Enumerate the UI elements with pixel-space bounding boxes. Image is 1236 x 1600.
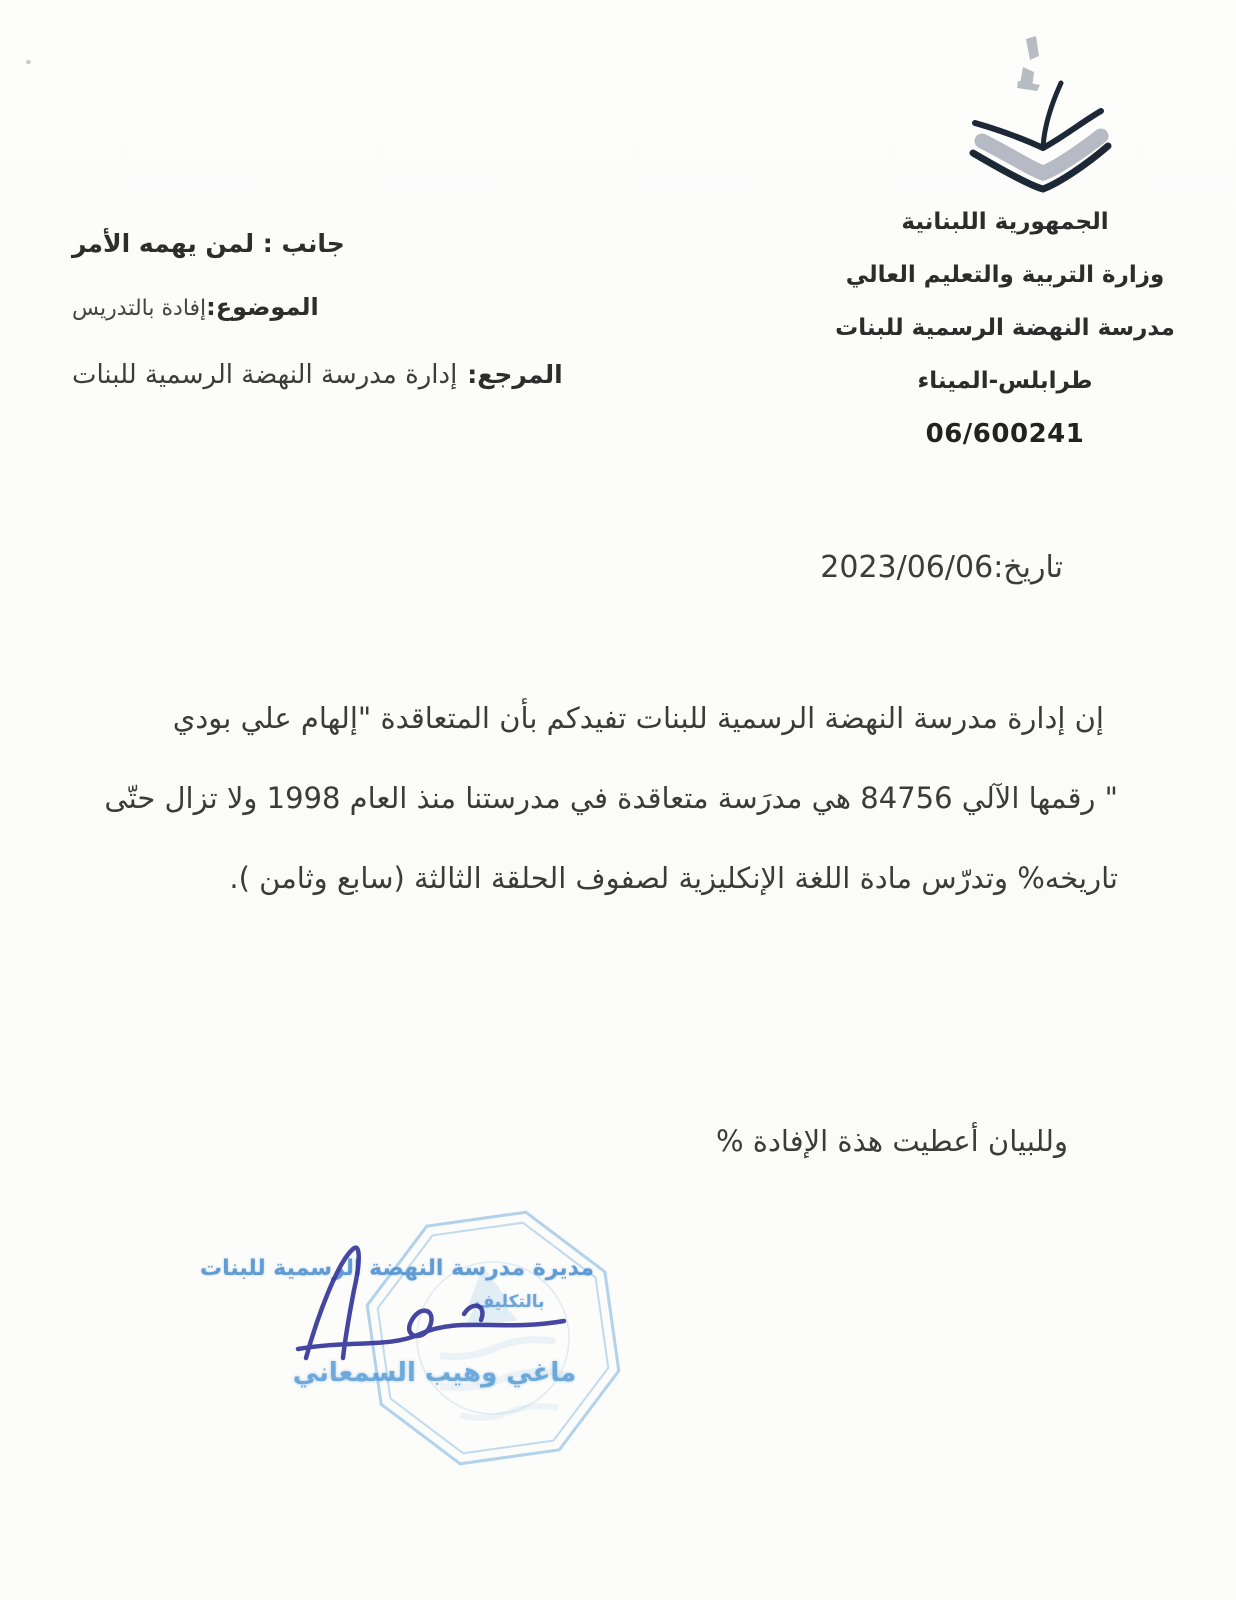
signature xyxy=(258,1228,598,1378)
date-line: تاريخ:2023/06/06 xyxy=(820,550,1063,585)
body-line-2: " رقمها الآلي 84756 هي مدرَسة متعاقدة في مدرستنا منذ العام 1998 ولا تزال حتّى xyxy=(104,781,1118,815)
subject-value: إفادة بالتدريس xyxy=(72,296,207,321)
stamp-commission-note: بالتكليف xyxy=(474,1292,545,1312)
body-paragraph xyxy=(88,678,1118,918)
subject-line xyxy=(72,290,712,327)
reference-block xyxy=(72,226,712,398)
signer-name: ماغي وهيب السمعاني xyxy=(292,1358,577,1388)
city-line: طرابلس-الميناء xyxy=(917,368,1093,394)
quill-icon xyxy=(1017,36,1040,91)
body-line-1: إن إدارة مدرسة النهضة الرسمية للبنات تفيدكم بأن المتعاقدة "إلهام علي بودي xyxy=(172,701,1104,735)
scan-speck xyxy=(26,60,31,64)
reference-value: إدارة مدرسة النهضة الرسمية للبنات xyxy=(72,360,458,390)
subject-label: الموضوع: xyxy=(206,293,319,321)
reference-line xyxy=(72,355,712,398)
school-code: 06/600241 xyxy=(925,419,1085,449)
school-name-line: مدرسة النهضة الرسمية للبنات xyxy=(835,315,1175,341)
closing-line: وللبيان أعطيت هذة الإفادة % xyxy=(716,1124,1068,1158)
ministry-line: وزارة التربية والتعليم العالي xyxy=(845,262,1165,288)
body-line-3: تاريخه% وتدرّس مادة اللغة الإنكليزية لصفوف الحلقة الثالثة (سابع وثامن ). xyxy=(229,861,1118,895)
attention-line: جانب : لمن يهمه الأمر xyxy=(72,229,345,258)
reference-label: المرجع: xyxy=(467,360,563,389)
letterhead xyxy=(810,196,1200,461)
open-book-logo xyxy=(930,25,1120,195)
stamp-title: مديرة مدرسة النهضة الرسمية للبنات xyxy=(200,1256,594,1281)
republic-line: الجمهورية اللبنانية xyxy=(901,209,1109,235)
